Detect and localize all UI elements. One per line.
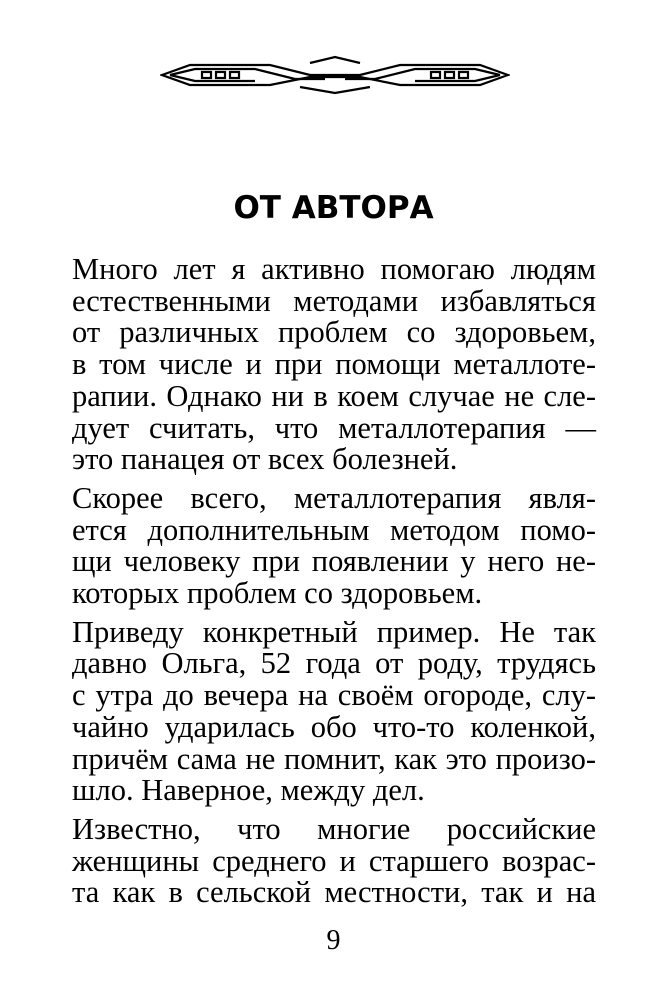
text-line: которых проблем со здоровьем. (72, 576, 483, 611)
paragraph (48, 480, 596, 611)
text-line: щи человеку при появлении у него не- (72, 544, 596, 579)
paragraph (48, 254, 596, 476)
ornament-divider (160, 55, 510, 95)
text-line: женщины среднего и старшего возрас- (72, 843, 596, 878)
chapter-heading: ОТ АВТОРА (233, 190, 434, 226)
text-line: с утра до вечера на своём огороде, слу- (72, 678, 596, 713)
text-line: рапии. Однако ни в коем случае не сле- (72, 378, 596, 413)
body-text (48, 254, 596, 916)
page-number: 9 (326, 925, 341, 956)
text-line: Известно, что многие российские (72, 811, 596, 846)
paragraph (48, 614, 596, 808)
text-line: ется дополнительным методом помо- (72, 512, 596, 547)
text-line: шло. Наверное, между дел. (72, 773, 425, 808)
text-line: в том числе и при помощи металлоте- (72, 347, 596, 382)
text-line: это панацея от всех болезней. (72, 442, 458, 477)
text-line: причём сама не помнит, как это произо- (72, 741, 596, 776)
text-line: Скорее всего, металлотерапия явля- (72, 480, 596, 515)
text-line: от различных проблем со здоровьем, (72, 315, 596, 350)
text-line: Приведу конкретный пример. Не так (72, 614, 596, 649)
text-line: Много лет я активно помогаю людям (72, 252, 596, 286)
text-line: дует считать, что металлотерапия — (72, 410, 596, 445)
text-line: чайно ударилась обо что-то коленкой, (72, 709, 596, 744)
text-line: естественными методами избавляться (72, 283, 596, 318)
paragraph (48, 811, 596, 910)
text-line: та как в сельской местности, так и на (72, 875, 596, 910)
text-line: давно Ольга, 52 года от роду, трудясь (72, 646, 596, 681)
